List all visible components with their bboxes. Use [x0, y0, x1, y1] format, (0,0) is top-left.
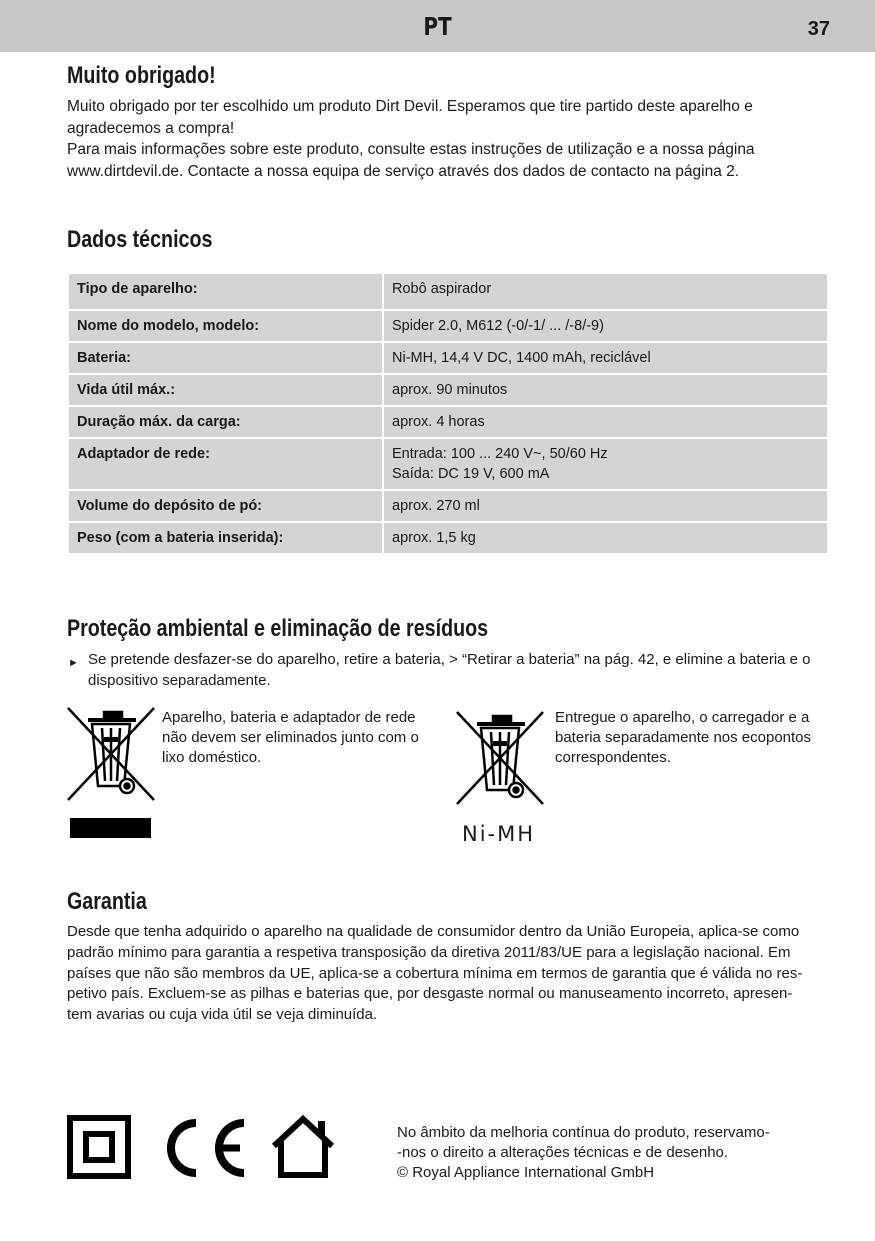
table-row: [69, 439, 827, 489]
table-row: [69, 523, 827, 553]
spec-value: Ni-MH, 14,4 V DC, 1400 mAh, reciclável: [384, 343, 827, 373]
disposal-note-left: [162, 708, 447, 768]
specs-heading: Dados técnicos: [67, 226, 213, 253]
warranty-line: padrão mínimo para garantia a respetiva transposição da diretiva 2011/83/UE para a legislação nacional. Em: [67, 943, 791, 961]
footer-line: No âmbito da melhoria contínua do produto, reservamo-: [397, 1124, 770, 1141]
language-code: PT: [423, 12, 452, 41]
disposal-note-line: correspondentes.: [555, 749, 671, 766]
spec-value: aprox. 90 minutos: [384, 375, 827, 405]
page-number: 37: [807, 18, 830, 40]
intro-line: Para mais informações sobre este produto, consulte estas instruções de utilização e a nossa página: [67, 141, 755, 158]
warranty-line: Desde que tenha adquirido o aparelho na qualidade de consumidor dentro da União Europeia, aplica-se como: [67, 923, 800, 940]
battery-type-label: Ni-MH: [462, 822, 536, 846]
disposal-note-line: Entregue o aparelho, o carregador e a: [555, 709, 810, 726]
warranty-paragraph: [67, 922, 842, 1026]
separate-collection-bar: [70, 818, 151, 838]
bullet-arrow-icon: ►: [68, 657, 79, 669]
table-row: [69, 375, 827, 405]
spec-value: Spider 2.0, M612 (-0/-1/ ... /-8/-9): [384, 311, 827, 341]
spec-value-line: Saída: DC 19 V, 600 mA: [392, 466, 550, 482]
disposal-note-line: bateria separadamente nos ecopontos: [555, 729, 812, 746]
warranty-heading: Garantia: [67, 888, 147, 915]
spec-value: aprox. 4 horas: [384, 407, 827, 437]
intro-heading: Muito obrigado!: [67, 62, 216, 89]
warranty-line: petivo país. Excluem-se as pilhas e baterias que, por desgaste normal ou manuseamento incorreto, apresen-: [67, 985, 793, 1003]
spec-value-line: Entrada: 100 ... 240 V~, 50/60 Hz: [392, 446, 608, 462]
table-row: [69, 274, 827, 309]
footer-note: [397, 1123, 827, 1183]
spec-label: Adaptador de rede:: [69, 439, 382, 489]
spec-value: [384, 439, 827, 489]
spec-value: aprox. 270 ml: [384, 491, 827, 521]
intro-line: Muito obrigado por ter escolhido um produto Dirt Devil. Esperamos que tire partido deste aparelho e: [67, 98, 753, 115]
crossed-out-bin-icon: [454, 710, 546, 806]
spec-value: Robô aspirador: [384, 274, 827, 309]
disposal-note-line: não devem ser eliminados junto com o: [162, 729, 419, 746]
footer-line: -nos o direito a alterações técnicas e de desenho.: [397, 1144, 729, 1161]
disposal-note-right: [555, 708, 840, 768]
disposal-note-line: lixo doméstico.: [162, 749, 262, 766]
spec-label: Peso (com a bateria inserida):: [69, 523, 382, 553]
page-header: [0, 0, 875, 52]
table-row: [69, 407, 827, 437]
spec-label: Duração máx. da carga:: [69, 407, 382, 437]
disposal-note-line: Aparelho, bateria e adaptador de rede: [162, 709, 416, 726]
spec-label: Volume do depósito de pó:: [69, 491, 382, 521]
spec-label: Bateria:: [69, 343, 382, 373]
environment-bullet: Se pretende desfazer-se do aparelho, retire a bateria, > “Retirar a bateria” na pág. 42, e elimine a bateria e o dispositivo separadamente.: [88, 651, 811, 689]
spec-value: aprox. 1,5 kg: [384, 523, 827, 553]
indoor-use-house-icon: [268, 1114, 338, 1180]
intro-line: www.dirtdevil.de. Contacte a nossa equipa de serviço através dos dados de contacto na página 2.: [67, 162, 740, 180]
warranty-line: países que não são membros da UE, aplica-se a cobertura mínima em termos de garantia que é válida no res-: [67, 964, 803, 982]
table-row: [69, 311, 827, 341]
spec-label: Nome do modelo, modelo:: [69, 311, 382, 341]
footer-line: © Royal Appliance International GmbH: [397, 1164, 655, 1181]
crossed-out-bin-icon: [66, 706, 156, 802]
table-row: [69, 343, 827, 373]
intro-paragraph: [67, 96, 837, 182]
table-row: [69, 491, 827, 521]
spec-label: Tipo de aparelho:: [69, 274, 382, 309]
warranty-line: tem avarias ou cuja vida útil se veja diminuída.: [67, 1006, 378, 1024]
spec-label: Vida útil máx.:: [69, 375, 382, 405]
specs-table: [67, 272, 829, 555]
intro-line: agradecemos a compra!: [67, 119, 235, 137]
environment-heading: Proteção ambiental e eliminação de resíduos: [67, 615, 489, 642]
double-insulation-icon: [67, 1115, 131, 1179]
ce-mark-icon: [160, 1117, 250, 1179]
